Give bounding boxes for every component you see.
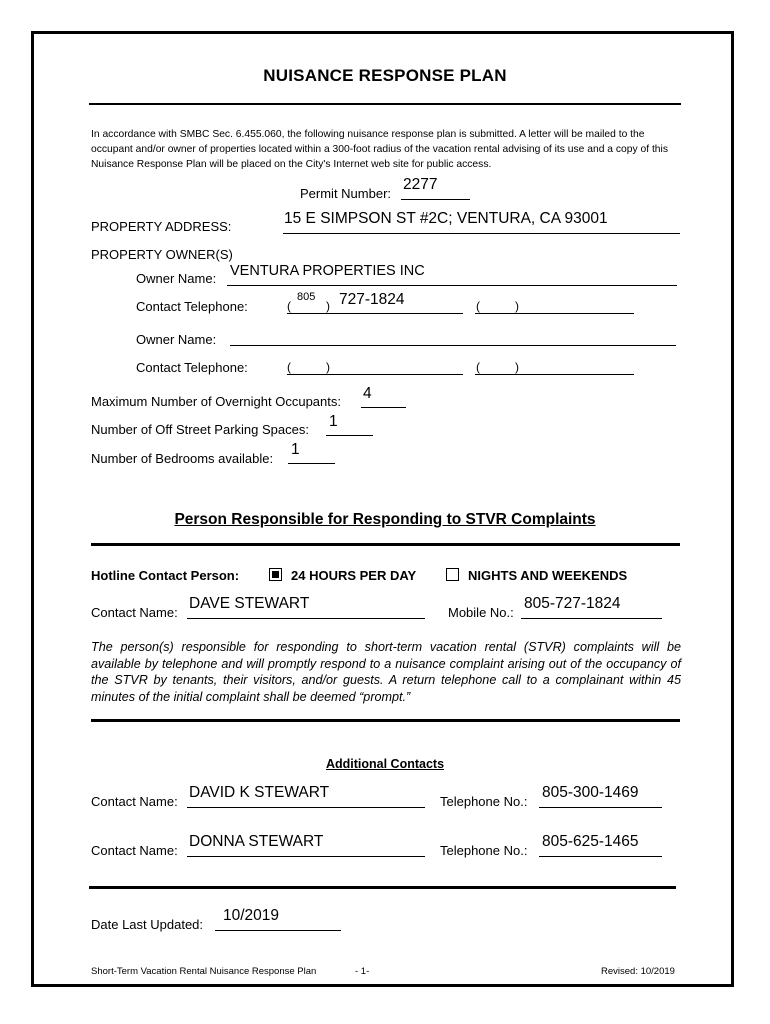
additional1-tel-field[interactable] [539, 784, 662, 808]
max-occupants-field[interactable] [361, 385, 406, 408]
date-updated-value: 10/2019 [223, 907, 280, 924]
owner2-paren-open: ( [287, 360, 291, 374]
permit-value: 2277 [403, 176, 438, 193]
intro-paragraph: In accordance with SMBC Sec. 6.455.060, the following nuisance response plan is submitted. A letter will be mailed to the occupant and/or owner of properties located within a 300-foot radius of the vacation rental advising of its use and a copy of this Nuisance Response Plan will be placed on the City's Internet web site for public access. [91, 129, 668, 170]
max-occupants-label: Maximum Number of Overnight Occupants: [91, 394, 341, 409]
permit-label: Permit Number: [300, 186, 392, 201]
owner1-paren-open: ( [287, 299, 291, 313]
additional1-tel-label: Telephone No.: [440, 794, 528, 809]
title-rule [89, 103, 681, 105]
owner1-paren-close: ) [326, 299, 330, 313]
additional-rule [89, 886, 676, 889]
permit-field[interactable] [401, 175, 470, 200]
additional2-name-label: Contact Name: [91, 843, 178, 858]
owner2-paren-close: ) [326, 360, 330, 374]
max-occupants-value: 4 [363, 385, 372, 402]
parking-label: Number of Off Street Parking Spaces: [91, 422, 309, 437]
bedrooms-field[interactable] [288, 441, 335, 464]
additional1-name-field[interactable] [187, 784, 425, 808]
additional2-tel-label: Telephone No.: [440, 843, 528, 858]
footer-doc-title: Short-Term Vacation Rental Nuisance Response Plan [91, 966, 317, 977]
owner1-alt-tel-field[interactable] [475, 290, 634, 314]
date-updated-field[interactable] [215, 906, 341, 931]
responsible-note: The person(s) responsible for responding to short-term vacation rental (STVR) complaints will be available by telephone and will promptly respond to a nuisance complaint arising out of the occupancy of the STVR by tenants, their visitors, and/or guests. A return telephone call to a complainant within 45 minutes of the initial complaint shall be deemed “prompt.” [91, 640, 681, 704]
additional2-name-field[interactable] [187, 833, 425, 857]
option-24-hours-checkbox[interactable] [269, 568, 282, 581]
option-nights-weekends-checkbox[interactable] [446, 568, 459, 581]
additional1-name-label: Contact Name: [91, 794, 178, 809]
owner2-tel-field[interactable] [287, 351, 463, 375]
contact-name-value: DAVE STEWART [189, 595, 310, 612]
additional1-tel-value: 805-300-1469 [542, 784, 639, 801]
additional2-tel-field[interactable] [539, 833, 662, 857]
mobile-label: Mobile No.: [448, 605, 514, 620]
owner1-alt-paren-close: ) [515, 299, 519, 313]
contact-name-field[interactable] [187, 595, 425, 619]
owner2-alt-tel-field[interactable] [475, 351, 634, 375]
page-title: NUISANCE RESPONSE PLAN [263, 66, 507, 85]
hotline-label: Hotline Contact Person: [91, 568, 240, 583]
owner1-tel-label: Contact Telephone: [136, 299, 248, 314]
owner1-tel-field[interactable] [287, 290, 463, 314]
bedrooms-value: 1 [291, 441, 300, 458]
property-owners-heading: PROPERTY OWNER(S) [91, 247, 233, 262]
option-24-hours-label: 24 HOURS PER DAY [291, 568, 417, 583]
owner2-name-field[interactable] [230, 322, 676, 346]
owner1-name-label: Owner Name: [136, 271, 217, 286]
additional2-name-value: DONNA STEWART [189, 833, 324, 850]
parking-field[interactable] [326, 413, 373, 436]
responsible-rule [91, 543, 680, 546]
owner1-alt-paren-open: ( [476, 299, 480, 313]
property-address-label: PROPERTY ADDRESS: [91, 219, 232, 234]
note-rule [91, 719, 680, 722]
parking-value: 1 [329, 413, 338, 430]
additional-contacts-heading: Additional Contacts [325, 757, 445, 771]
date-updated-label: Date Last Updated: [91, 917, 204, 932]
owner1-area-code: 805 [297, 291, 316, 303]
mobile-field[interactable] [521, 595, 662, 619]
property-address-value: 15 E SIMPSON ST #2C; VENTURA, CA 93001 [284, 210, 608, 227]
footer-page-number: - 1- [355, 966, 370, 977]
option-nights-weekends-label: NIGHTS AND WEEKENDS [468, 568, 628, 583]
footer-revised: Revised: 10/2019 [601, 966, 675, 977]
bedrooms-label: Number of Bedrooms available: [91, 451, 274, 466]
owner1-name-value: VENTURA PROPERTIES INC [230, 263, 425, 279]
additional1-name-value: DAVID K STEWART [189, 784, 330, 801]
additional2-tel-value: 805-625-1465 [542, 833, 639, 850]
owner2-tel-label: Contact Telephone: [136, 360, 248, 375]
owner1-phone: 727-1824 [339, 291, 405, 308]
property-address-field[interactable] [283, 209, 680, 234]
responsible-heading: Person Responsible for Responding to STVR Complaints [174, 511, 596, 528]
owner2-alt-paren-open: ( [476, 360, 480, 374]
owner2-alt-paren-close: ) [515, 360, 519, 374]
mobile-value: 805-727-1824 [524, 595, 621, 612]
owner1-name-field[interactable] [227, 262, 677, 286]
owner2-name-label: Owner Name: [136, 332, 217, 347]
contact-name-label: Contact Name: [91, 605, 178, 620]
